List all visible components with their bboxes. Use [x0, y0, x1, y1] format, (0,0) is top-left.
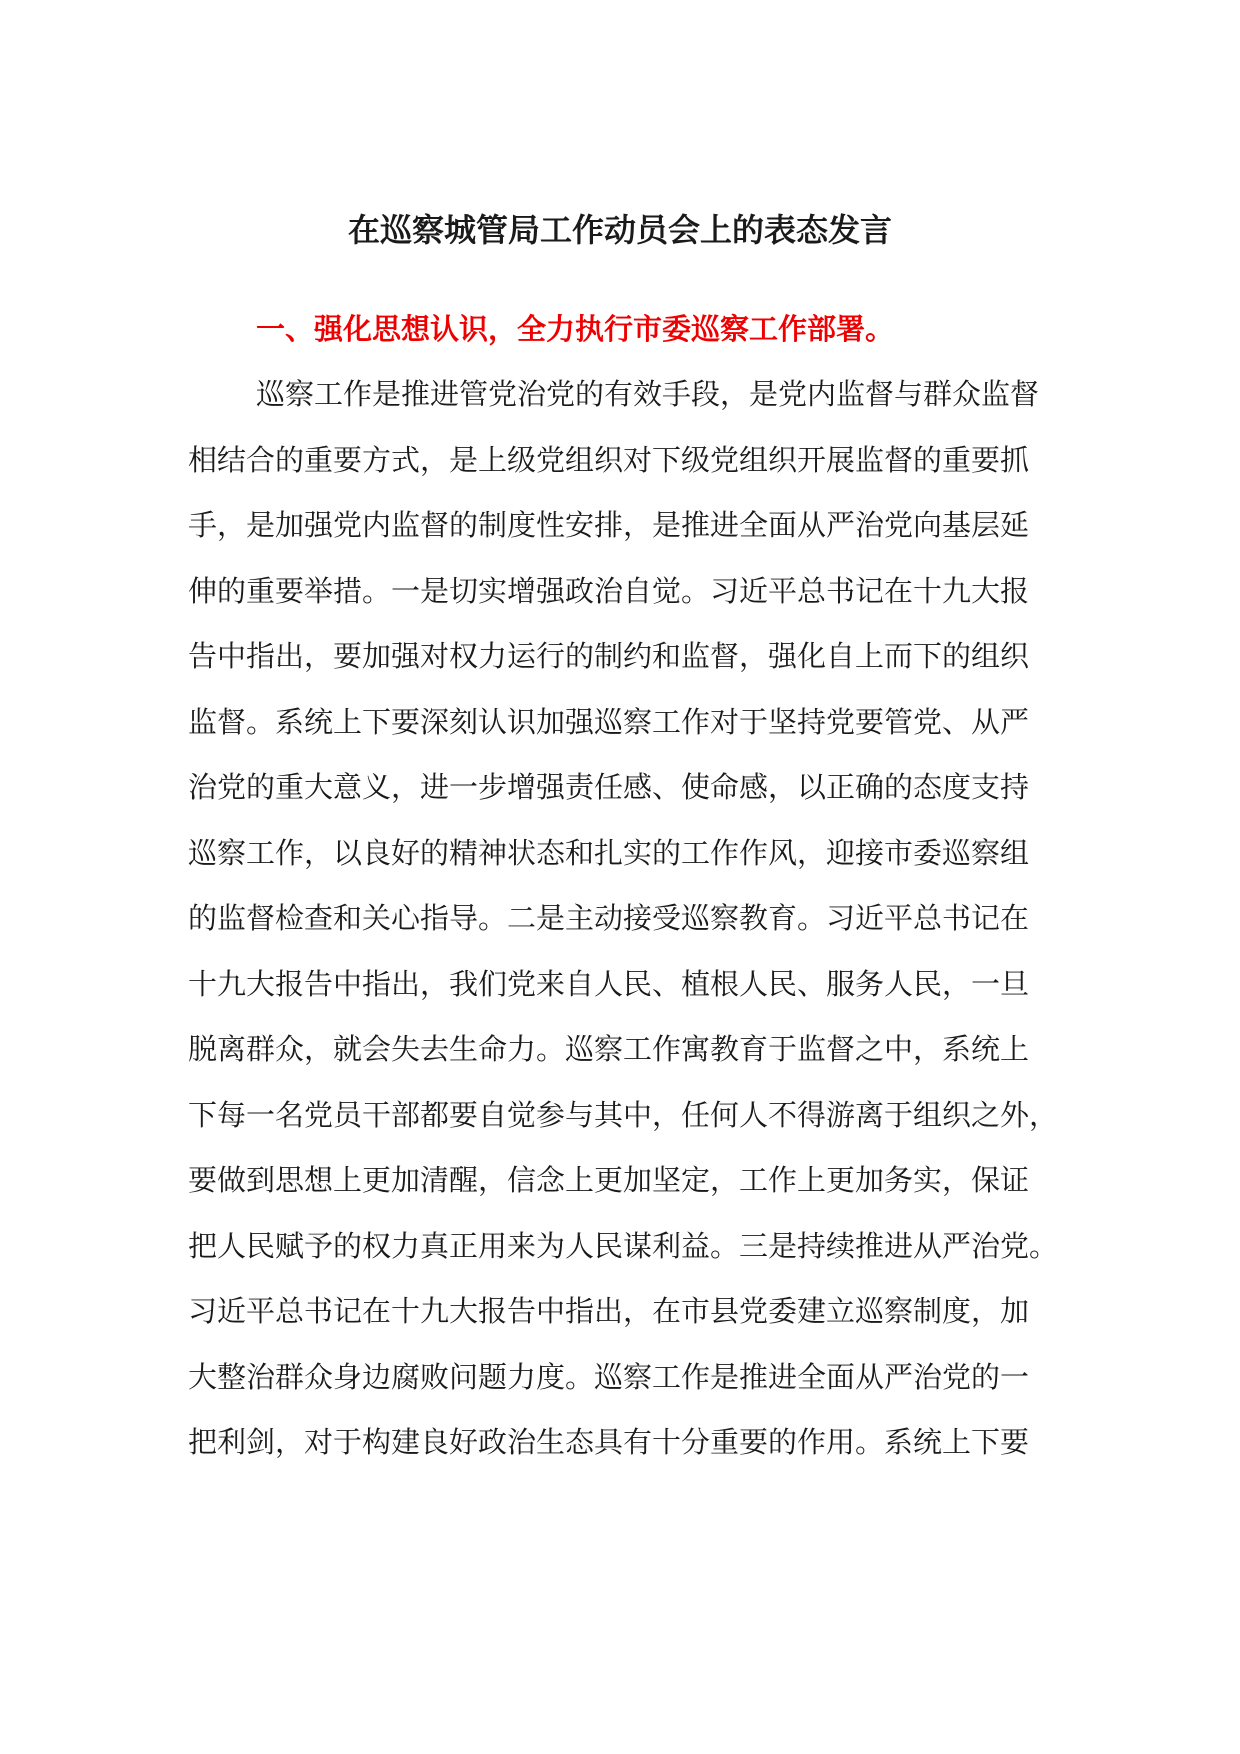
paragraph-line: 把利剑，对于构建良好政治生态具有十分重要的作用。系统上下要	[188, 1425, 1030, 1459]
page-title: 在巡察城管局工作动员会上的表态发言	[347, 211, 892, 249]
body-paragraph	[188, 369, 1068, 1483]
paragraph-line: 告中指出，要加强对权力运行的制约和监督，强化自上而下的组织	[188, 639, 1030, 673]
paragraph-line: 相结合的重要方式，是上级党组织对下级党组织开展监督的重要抓	[188, 442, 1030, 477]
paragraph-line: 手，是加强党内监督的制度性安排，是推进全面从严治党向基层延	[188, 508, 1030, 542]
paragraph-line: 大整治群众身边腐败问题力度。巡察工作是推进全面从严治党的一	[188, 1359, 1030, 1394]
section-heading: 一、强化思想认识，全力执行市委巡察工作部署。	[256, 312, 895, 346]
paragraph-line: 习近平总书记在十九大报告中指出，在市县党委建立巡察制度，加	[188, 1294, 1030, 1328]
paragraph-line: 伸的重要举措。一是切实增强政治自觉。习近平总书记在十九大报	[188, 573, 1030, 608]
paragraph-line: 脱离群众，就会失去生命力。巡察工作寓教育于监督之中，系统上	[188, 1032, 1030, 1066]
paragraph-line: 巡察工作是推进管党治党的有效手段，是党内监督与群众监督	[256, 377, 1040, 411]
paragraph-line: 的监督检查和关心指导。二是主动接受巡察教育。习近平总书记在	[188, 901, 1030, 935]
paragraph-line: 十九大报告中指出，我们党来自人民、植根人民、服务人民，一旦	[188, 966, 1030, 1001]
paragraph-line: 要做到思想上更加清醒，信念上更加坚定，工作上更加务实，保证	[188, 1163, 1030, 1197]
paragraph-line: 监督。系统上下要深刻认识加强巡察工作对于坚持党要管党、从严	[188, 704, 1030, 739]
paragraph-line: 下每一名党员干部都要自觉参与其中，任何人不得游离于组织之外，	[188, 1097, 1059, 1132]
paragraph-line: 治党的重大意义，进一步增强责任感、使命感，以正确的态度支持	[188, 770, 1030, 804]
paragraph-line: 巡察工作，以良好的精神状态和扎实的工作作风，迎接市委巡察组	[188, 835, 1030, 870]
paragraph-line: 把人民赋予的权力真正用来为人民谋利益。三是持续推进从严治党。	[188, 1228, 1059, 1263]
